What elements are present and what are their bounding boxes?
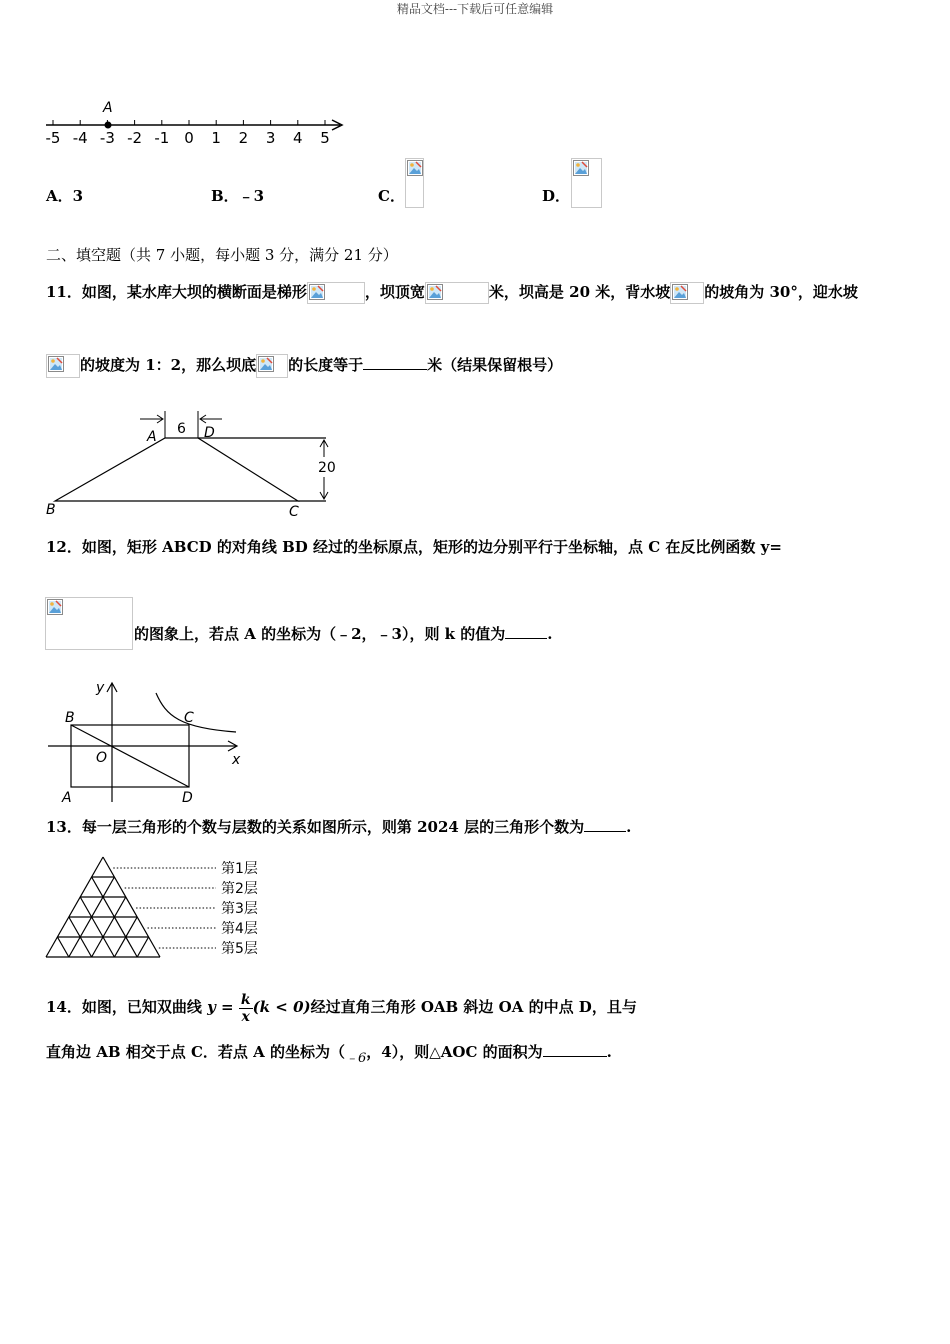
broken-image-icon (573, 160, 589, 176)
top-width-label: 6 (177, 421, 186, 437)
number-line-tick-label: 0 (184, 129, 194, 147)
triangle-grid-line (46, 857, 103, 957)
layer-label: 第3层 (221, 901, 258, 917)
layer-label: 第1层 (221, 861, 258, 877)
broken-image-icon (427, 284, 443, 300)
q12-text-2: 的图象上，若点 A 的坐标为（﹣2，﹣3），则 k 的值为 (134, 625, 506, 643)
diagonal-bd (71, 725, 189, 787)
q14-line2 (46, 1042, 612, 1064)
y-axis-label: y (96, 680, 105, 696)
q11-line2 (46, 354, 562, 378)
q14-fraction-denominator: x (241, 1008, 250, 1025)
origin-label: O (96, 750, 108, 766)
q12-line1: 12．如图，矩形 ABCD 的对角线 BD 经过的坐标原点，矩形的边分别平行于坐标轴，点 C 在反比例函数 y= (46, 538, 782, 556)
section-title: 二、填空题（共 7 小题，每小题 3 分，满分 21 分） (46, 246, 398, 264)
q11-text-4: 的坡角为 30°，迎水坡 (704, 283, 858, 301)
q14-condition: (k < 0) (252, 998, 311, 1016)
broken-image-icon (258, 356, 274, 372)
q14-text-1: 14．如图，已知双曲线 (46, 998, 202, 1016)
q14-text-4: ，4），则△AOC 的面积为 (366, 1043, 543, 1061)
q12-image-function (45, 597, 133, 650)
q11-answer-blank[interactable] (363, 355, 427, 370)
number-line-figure (40, 98, 352, 148)
triangle-grid-line (137, 937, 148, 957)
q13-line (46, 817, 631, 837)
point-d-label: D (182, 790, 193, 806)
number-line-tick-label: 4 (293, 129, 303, 147)
point-a-label: A (103, 100, 113, 116)
number-line-tick-label: 1 (211, 129, 221, 147)
q11-text-5: 的坡度为 1：2，那么坝底 (80, 356, 257, 374)
layer-label: 第2层 (221, 881, 258, 897)
vertex-d-label: D (204, 425, 215, 441)
q11-image-ab (46, 354, 80, 378)
q11-image-bc (256, 354, 288, 378)
triangle-grid-line (103, 857, 160, 957)
point-c-label: C (184, 710, 194, 726)
number-line-tick-label: 5 (320, 129, 330, 147)
broken-image-icon (48, 356, 64, 372)
q13-text-2: . (626, 818, 632, 836)
rectangle-coordinate-figure (44, 676, 246, 806)
number-line-tick-label: -1 (154, 129, 170, 147)
q13-answer-blank[interactable] (584, 817, 626, 832)
q12-text-3: . (547, 625, 553, 643)
option-c-image (405, 158, 424, 208)
q14-coordinate-x: ﹣6 (345, 1051, 367, 1066)
option-d-image (571, 158, 602, 208)
number-line-tick-label: -2 (127, 129, 143, 147)
q14-y-equals: y = (207, 998, 234, 1016)
q11-text-2: ，坝顶宽 (364, 283, 425, 301)
q14-text-3: 直角边 AB 相交于点 C．若点 A 的坐标为（ (46, 1043, 346, 1061)
broken-image-icon (407, 160, 423, 176)
number-line-tick-label: -5 (45, 129, 61, 147)
point-b-label: B (65, 710, 75, 726)
q14-answer-blank[interactable] (543, 1042, 607, 1057)
option-b[interactable]: B．﹣3 (211, 187, 265, 205)
q11-image-cd (670, 282, 704, 304)
q11-text-3: 米，坝高是 20 米，背水坡 (488, 283, 671, 301)
broken-image-icon (672, 284, 688, 300)
q14-fraction (239, 992, 253, 1025)
broken-image-icon (47, 599, 63, 615)
q13-text-1: 13．每一层三角形的个数与层数的关系如图所示，则第 2024 层的三角形个数为 (46, 818, 585, 836)
q14-fraction-numerator: k (240, 991, 251, 1008)
trapezoid-figure (40, 405, 350, 523)
q11-line1 (46, 282, 858, 304)
q11-text-7: 米（结果保留根号） (427, 356, 563, 374)
vertex-c-label: C (289, 504, 299, 520)
layer-label: 第4层 (221, 921, 258, 937)
option-a[interactable]: A．3 (46, 187, 84, 205)
vertex-b-label: B (46, 502, 56, 518)
vertex-a-label: A (147, 429, 157, 445)
x-axis-label: x (232, 752, 241, 768)
number-line-tick-label: 3 (265, 129, 276, 147)
layer-label: 第5层 (221, 941, 258, 957)
number-line-tick-label: 2 (238, 129, 249, 147)
q14-text-5: . (606, 1043, 612, 1061)
q11-image-abcd (307, 282, 365, 304)
trapezoid-shape (55, 438, 298, 501)
q12-answer-blank[interactable] (505, 624, 547, 639)
option-d[interactable]: D． (542, 187, 571, 205)
page-header: 精品文档---下载后可任意编辑 (396, 2, 554, 16)
number-line-tick-label: -4 (72, 129, 88, 147)
point-a-dot (105, 122, 112, 129)
height-label: 20 (318, 460, 336, 476)
q14-text-2: 经过直角三角形 OAB 斜边 OA 的中点 D，且与 (310, 998, 637, 1016)
hyperbola-curve (156, 693, 236, 732)
q11-image-ad (425, 282, 489, 304)
triangle-grid-line (57, 937, 68, 957)
broken-image-icon (309, 284, 325, 300)
number-line-tick-label: -3 (99, 129, 115, 147)
triangle-layers-figure (44, 852, 284, 964)
q14-line1 (46, 990, 637, 1025)
option-c[interactable]: C． (378, 187, 405, 205)
q12-line2 (134, 624, 553, 644)
q11-text-6: 的长度等于 (288, 356, 364, 374)
q11-text-1: 11．如图，某水库大坝的横断面是梯形 (46, 283, 307, 301)
point-a-label: A (62, 790, 72, 806)
